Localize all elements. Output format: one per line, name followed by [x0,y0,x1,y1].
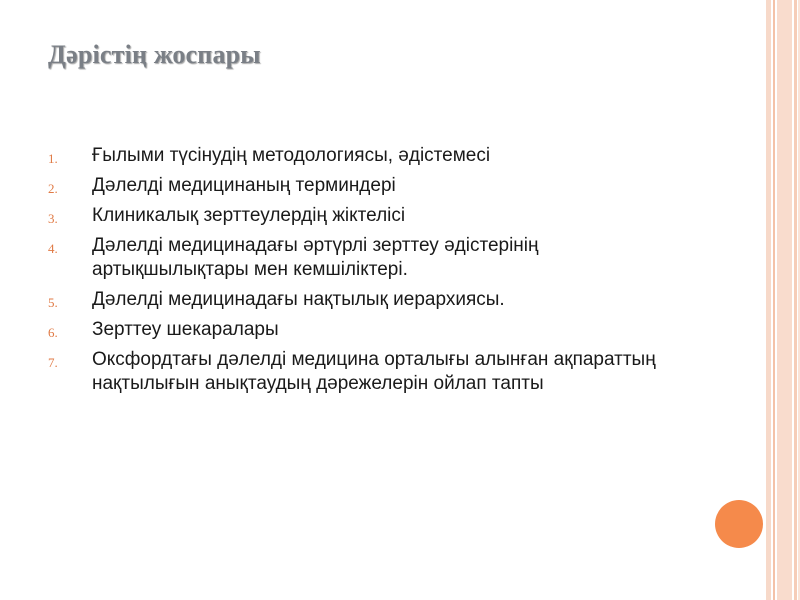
decorative-stripe [777,0,792,600]
decorative-stripe [773,0,775,600]
list-item [48,348,688,396]
decorative-circle [715,500,763,548]
item-number: 2. [48,181,58,196]
list-item [48,144,688,168]
list-item [48,204,688,228]
item-text: Дәлелді медицинадағы әртүрлі зерттеу әдістерінің артықшылықтары мен кемшіліктері. [92,235,539,280]
decorative-stripe [794,0,797,600]
list-item [48,234,688,282]
item-text: Клиникалық зерттеулердің жіктелісі [92,205,406,226]
agenda-list [48,144,688,402]
item-text: Дәлелді медицинадағы нақтылық иерархиясы. [92,289,505,310]
item-number: 5. [48,295,58,310]
item-number: 1. [48,151,58,166]
item-number: 4. [48,241,58,256]
item-number: 7. [48,355,58,370]
list-item [48,318,688,342]
item-number: 3. [48,211,58,226]
item-number: 6. [48,325,58,340]
decorative-stripe [766,0,771,600]
list-item [48,174,688,198]
item-text: Оксфордтағы дәлелді медицина орталығы алынған ақпараттың нақтылығын анықтаудың дәрежелерін ойлап тапты [92,349,656,394]
slide-title: Дәрістің жоспары [48,40,261,69]
list-item [48,288,688,312]
item-text: Дәлелді медицинаның терминдері [92,175,396,196]
item-text: Ғылыми түсінудің методологиясы, әдістемесі [92,145,491,166]
item-text: Зерттеу шекаралары [92,319,279,340]
